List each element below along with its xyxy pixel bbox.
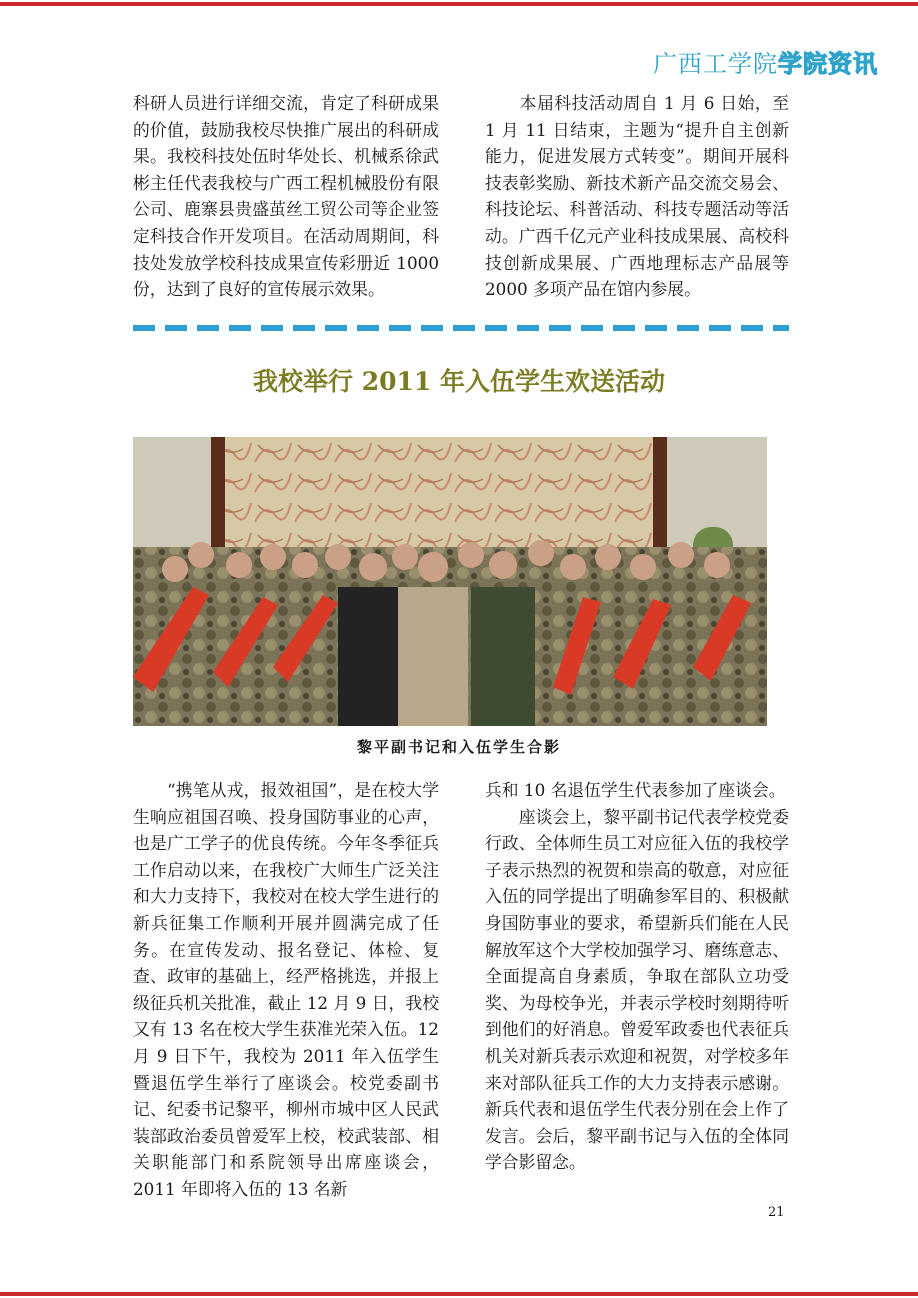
top-red-rule bbox=[0, 2, 918, 6]
page-number: 21 bbox=[768, 1205, 785, 1220]
section-divider bbox=[133, 325, 789, 331]
article-col2: 兵和 10 名退伍学生代表参加了座谈会。 座谈会上，黎平副书记代表学校党委行政、全体师生员工对应征入伍的我校学子表示热烈的祝贺和崇高的敬意，对应征入伍的同学提出了明确参军目的、积极献身国防事业的要求，希望新兵们能在人民解放军这个大学校加强学习、磨练意志、全面提高自身素质，争取在部队立功受奖、为母校争光，并表示学校时刻期待听到他们的好消息。曾爱军政委也代表征兵机关对新兵表示欢迎和祝贺，对学校多年来对部队征兵工作的大力支持表示感谢。新兵代表和退伍学生代表分别在会上作了发言。会后，黎平副书记与入伍的全体同学合影留念。 bbox=[485, 780, 789, 1173]
group-photo-image bbox=[133, 437, 767, 726]
brand-emphasis: 学院资讯 bbox=[778, 50, 878, 78]
prev-article-col2: 本届科技活动周自 1 月 6 日始，至 1 月 11 日结束，主题为“提升自主创新能力，促进发展方式转变”。期间开展科技表彰奖励、新技术新产品交流交易会、科技论坛、科普活动、科技专题活动等活动。广西千亿元产业科技成果展、高校科技创新成果展、广西地理标志产品展等 2000 多项产品在馆内参展。 bbox=[485, 93, 789, 300]
article-col1: “携笔从戎，报效祖国”，是在校大学生响应祖国召唤、投身国防事业的心声，也是广工学子的优良传统。今年冬季征兵工作启动以来，在我校广大师生广泛关注和大力支持下，我校对在校大学生进行的新兵征集工作顺利开展并圆满完成了任务。在宣传发动、报名登记、体检、复查、政审的基础上，经严格挑选，并报上级征兵机关批准，截止 12 月 9 日，我校又有 13 名在校大学生获准光荣入伍。12 月 9 日下午，我校为 2011 年入伍学生暨退伍学生举行了座谈会。校党委副书记、纪委书记黎平，柳州市城中区人民武装部政治委员曾爱军上校，校武装部、相关职能部门和系院领导出席座谈会，2011 年即将入伍的 13 名新 bbox=[133, 780, 439, 1199]
section-brand bbox=[653, 44, 878, 79]
prev-article-col1: 科研人员进行详细交流，肯定了科研成果的价值，鼓励我校尽快推广展出的科研成果。我校科技处伍时华处长、机械系徐武彬主任代表我校与广西工程机械股份有限公司、鹿寨县贵盛茧丝工贸公司等企业签定科技合作开发项目。在活动周期间，科技处发放学校科技成果宣传彩册近 1000 份，达到了良好的宣传展示效果。 bbox=[133, 93, 439, 300]
bottom-red-rule bbox=[0, 1292, 918, 1296]
article-title: 我校举行 2011 年入伍学生欢送活动 bbox=[253, 367, 665, 396]
group-photo bbox=[133, 437, 767, 726]
photo-caption: 黎平副书记和入伍学生合影 bbox=[356, 738, 561, 756]
brand-prefix: 广西工学院 bbox=[653, 50, 778, 78]
